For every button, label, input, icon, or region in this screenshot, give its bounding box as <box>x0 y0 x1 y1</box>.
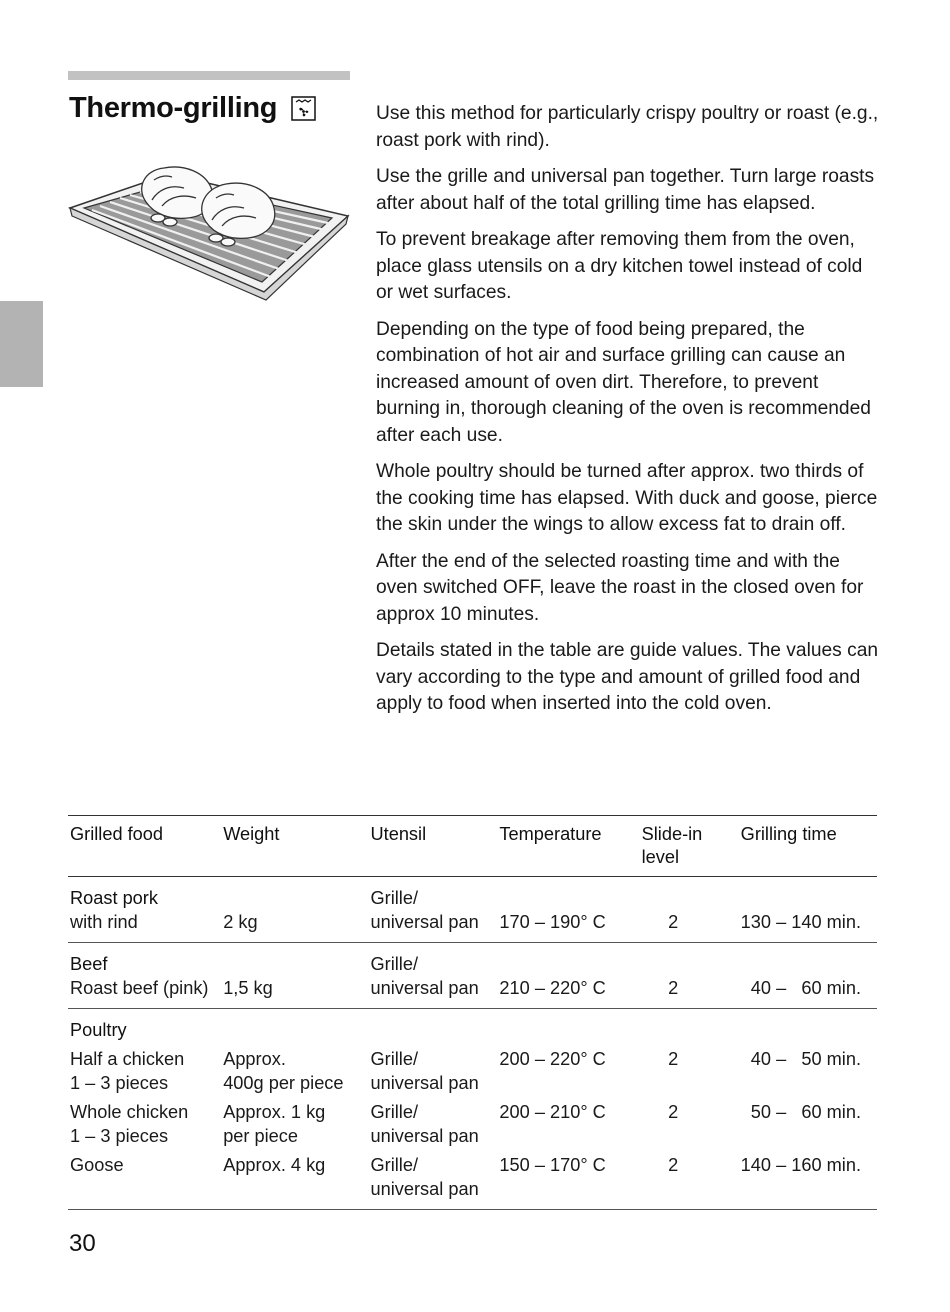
table-row <box>68 877 877 911</box>
utensil-cell: Grille/ <box>370 954 419 974</box>
utensil-line: Grille/ <box>370 1049 419 1069</box>
utensil-cell <box>369 1042 498 1095</box>
table-header-row <box>68 816 877 877</box>
table-row <box>68 1009 877 1043</box>
header-level-line2: level <box>641 847 680 867</box>
header-level-line1: Slide-in <box>641 824 703 844</box>
weight-line: per piece <box>223 1126 299 1146</box>
page-title-text: Thermo-grilling <box>69 92 278 124</box>
weight-cell: Approx. 4 kg <box>223 1155 326 1175</box>
food-line: 1 – 3 pieces <box>70 1073 169 1093</box>
roast-chickens-on-grille-illustration <box>66 150 352 302</box>
table-row <box>68 910 877 943</box>
utensil-line: universal pan <box>370 1073 479 1093</box>
level-cell: 2 <box>668 1102 679 1122</box>
table-row <box>68 1148 877 1210</box>
paragraph: To prevent breakage after removing them from the oven, place glass utensils on a dry kitchen towel instead of cold or wet surfaces. <box>376 229 863 303</box>
table-row <box>68 943 877 977</box>
section-rule <box>68 71 350 80</box>
group-poultry <box>68 1009 877 1210</box>
food-cell: Roast beef (pink) <box>70 978 209 998</box>
time-cell: 40 – 50 min. <box>750 1049 861 1069</box>
weight-line: 400g per piece <box>223 1073 344 1093</box>
utensil-cell <box>369 1148 498 1210</box>
time-cell: 140 – 160 min. <box>740 1155 861 1175</box>
utensil-cell: universal pan <box>370 978 479 998</box>
utensil-line: universal pan <box>370 1126 479 1146</box>
temperature-cell: 170 – 190° C <box>499 912 606 932</box>
paragraph: Use this method for particularly crispy poultry or roast (e.g., roast pork with rind). <box>376 103 879 151</box>
food-cell: Goose <box>70 1155 124 1175</box>
level-cell: 2 <box>668 1049 679 1069</box>
paragraph: After the end of the selected roasting time and with the oven switched OFF, leave the roast in the closed oven for approx 10 minutes. <box>376 550 864 625</box>
instructions-text <box>376 101 881 728</box>
header-utensil: Utensil <box>370 824 427 844</box>
weight-cell <box>221 1042 368 1095</box>
utensil-cell: universal pan <box>370 912 479 932</box>
time-cell: 130 – 140 min. <box>740 912 861 932</box>
utensil-line: universal pan <box>370 1179 479 1199</box>
food-group-title: Beef <box>70 954 108 974</box>
header-temperature: Temperature <box>499 824 602 844</box>
weight-line: Approx. <box>223 1049 286 1069</box>
table-row <box>68 1042 877 1095</box>
time-cell: 50 – 60 min. <box>750 1102 861 1122</box>
food-line: Half a chicken <box>70 1049 185 1069</box>
weight-line: Approx. 1 kg <box>223 1102 326 1122</box>
table-row <box>68 976 877 1009</box>
thermo-grill-mode-icon <box>291 96 316 121</box>
grilling-guide-table <box>68 815 877 1210</box>
page-number: 30 <box>69 1230 96 1257</box>
temperature-cell: 200 – 220° C <box>499 1049 606 1069</box>
utensil-cell: Grille/ <box>370 888 419 908</box>
table-row <box>68 1095 877 1148</box>
group-beef <box>68 943 877 1009</box>
level-cell: 2 <box>668 912 679 932</box>
chapter-tab-marker <box>0 301 43 387</box>
temperature-cell: 200 – 210° C <box>499 1102 606 1122</box>
paragraph: Details stated in the table are guide values. The values can vary according to the type and amount of grilled food and apply to food when inserted into the cold oven. <box>376 640 879 714</box>
food-line: Whole chicken <box>70 1102 189 1122</box>
group-roast-pork <box>68 877 877 943</box>
food-group-title: Poultry <box>70 1020 127 1040</box>
temperature-cell: 210 – 220° C <box>499 978 606 998</box>
utensil-line: Grille/ <box>370 1102 419 1122</box>
food-cell <box>68 1042 221 1095</box>
weight-cell: 2 kg <box>223 912 258 932</box>
paragraph: Whole poultry should be turned after approx. two thirds of the cooking time has elapsed. With duck and goose, pierce the skin under the wings to allow excess fat to drain off. <box>376 461 878 535</box>
level-cell: 2 <box>668 1155 679 1175</box>
time-cell: 40 – 60 min. <box>750 978 861 998</box>
temperature-cell: 150 – 170° C <box>499 1155 606 1175</box>
page-title <box>69 92 316 125</box>
header-slide-in-level <box>640 816 739 877</box>
paragraph: Use the grille and universal pan together. Turn large roasts after about half of the total grilling time has elapsed. <box>376 166 875 214</box>
header-grilled-food: Grilled food <box>70 824 164 844</box>
utensil-cell <box>369 1095 498 1148</box>
food-cell: with rind <box>70 912 138 932</box>
header-grilling-time: Grilling time <box>740 824 837 844</box>
food-cell <box>68 1095 221 1148</box>
weight-cell <box>221 1095 368 1148</box>
header-weight: Weight <box>223 824 280 844</box>
paragraph: Depending on the type of food being prepared, the combination of hot air and surface grilling can cause an increased amount of oven dirt. Therefore, to prevent burning in, thorough cleaning of the oven is recommended after each use. <box>376 318 871 446</box>
utensil-line: Grille/ <box>370 1155 419 1175</box>
food-line: 1 – 3 pieces <box>70 1126 169 1146</box>
food-group-title: Roast pork <box>70 888 158 908</box>
level-cell: 2 <box>668 978 679 998</box>
weight-cell: 1,5 kg <box>223 978 273 998</box>
